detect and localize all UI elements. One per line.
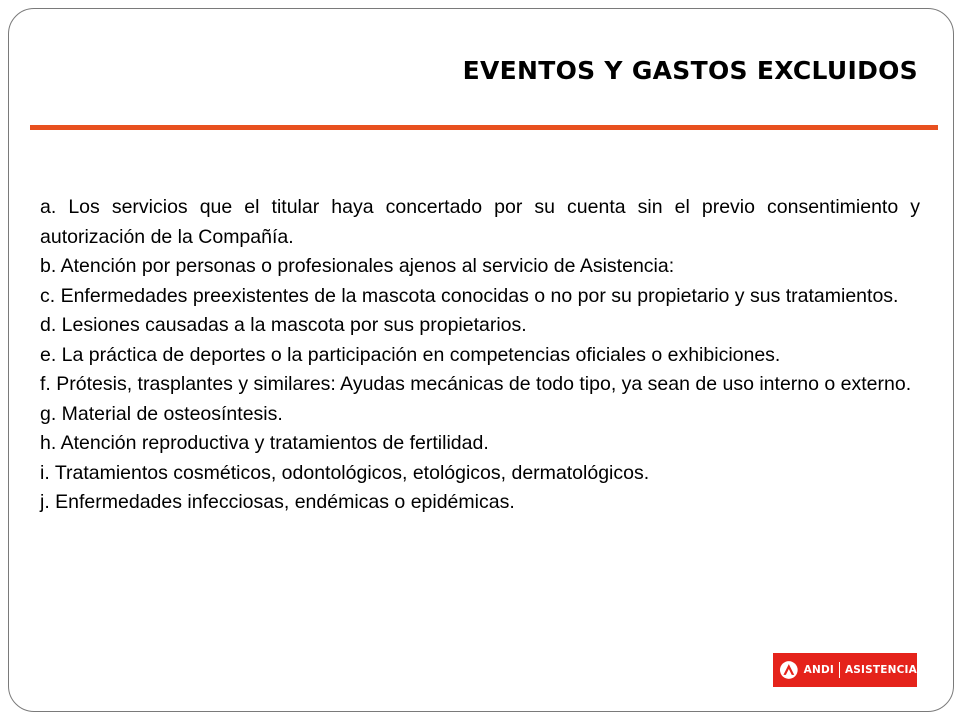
exclusions-list <box>40 193 920 518</box>
exclusion-item-b: b. Atención por personas o profesionales ajenos al servicio de Asistencia: <box>40 255 675 277</box>
exclusion-item-h: h. Atención reproductiva y tratamientos de fertilidad. <box>40 432 489 454</box>
exclusion-item-j: j. Enfermedades infecciosas, endémicas o epidémicas. <box>40 491 515 513</box>
exclusion-item-a: a. Los servicios que el titular haya concertado por su cuenta sin el previo consentimiento y autorización de la Compañía. <box>40 196 920 248</box>
exclusion-item-f: f. Prótesis, trasplantes y similares: Ayudas mecánicas de todo tipo, ya sean de uso interno o externo. <box>40 373 912 395</box>
exclusion-item-c: c. Enfermedades preexistentes de la mascota conocidas o no por su propietario y sus tratamientos. <box>40 284 899 307</box>
exclusion-item-e: e. La práctica de deportes o la participación en competencias oficiales o exhibiciones. <box>40 343 781 366</box>
title-divider <box>30 125 938 130</box>
andi-asistencia-logo <box>773 653 917 687</box>
exclusion-item-g: g. Material de osteosíntesis. <box>40 402 283 425</box>
logo-separator <box>839 662 840 678</box>
andi-logo-icon <box>779 660 799 680</box>
logo-sub-text: ASISTENCIA <box>844 664 917 676</box>
logo-brand-text: ANDI <box>803 664 834 676</box>
exclusion-item-d: d. Lesiones causadas a la mascota por sus propietarios. <box>40 314 527 336</box>
slide-title: EVENTOS Y GASTOS EXCLUIDOS <box>462 56 918 85</box>
exclusion-item-i: i. Tratamientos cosméticos, odontológicos, etológicos, dermatológicos. <box>40 461 650 484</box>
